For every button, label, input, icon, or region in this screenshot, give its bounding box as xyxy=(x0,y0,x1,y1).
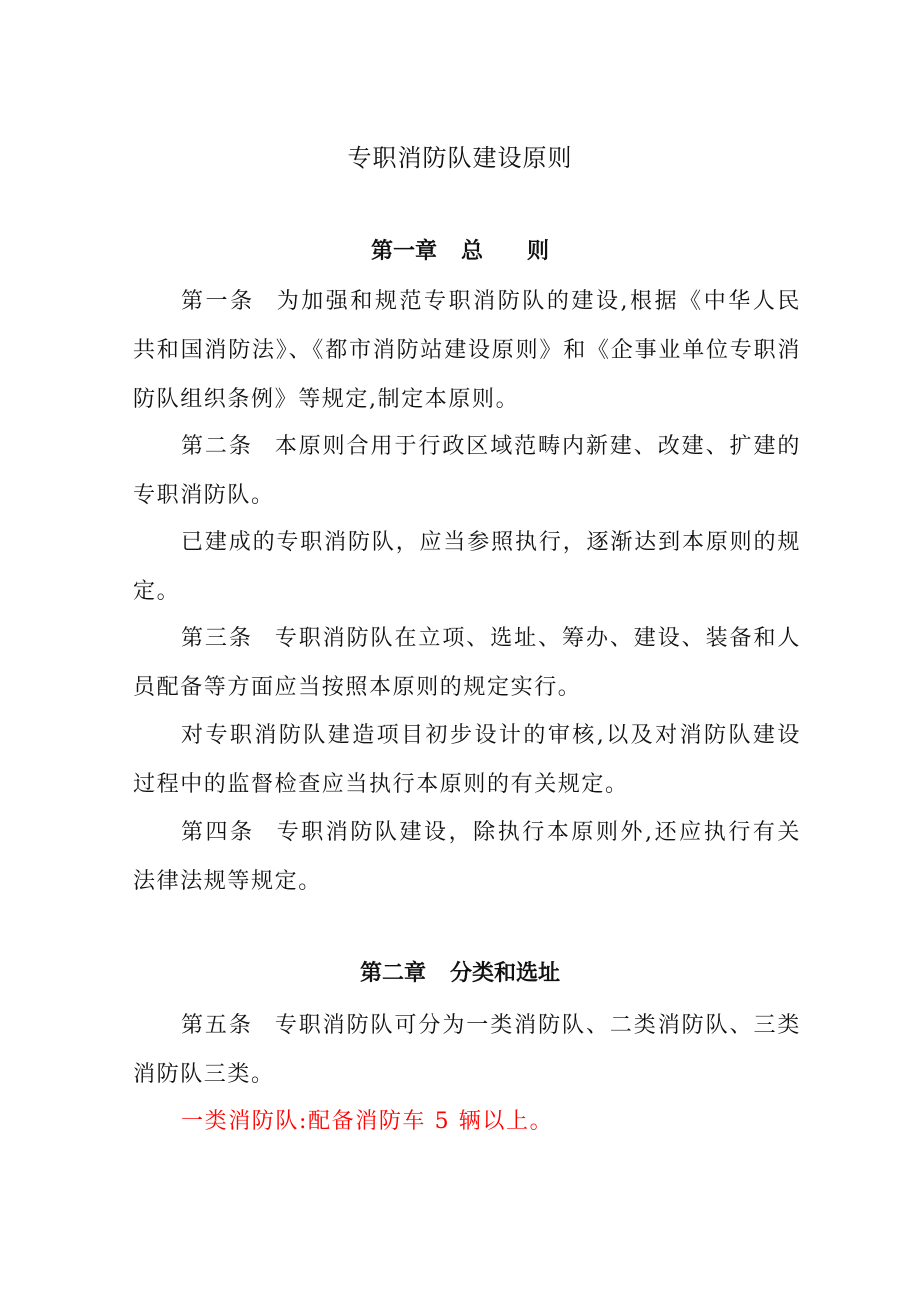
article-paragraph xyxy=(133,614,801,712)
article-paragraph xyxy=(133,1001,801,1099)
article-paragraph xyxy=(133,808,801,906)
article-number: 第二条 xyxy=(181,434,253,459)
article-text: 本原则合用于行政区域范畴内新建、改建、扩建的专职消防队。 xyxy=(133,434,802,508)
chapter-heading-2 xyxy=(0,957,920,991)
article-number: 第五条 xyxy=(181,1013,253,1038)
document-title: 专职消防队建设原则 xyxy=(347,144,573,172)
chapter-name-part: 则 xyxy=(527,239,550,264)
paragraph xyxy=(133,711,801,809)
highlighted-paragraph xyxy=(133,1097,801,1146)
chapter-name: 分类和选址 xyxy=(450,961,561,986)
article-paragraph xyxy=(133,422,801,520)
chapter-label: 第一章 xyxy=(370,239,437,264)
paragraph xyxy=(133,518,801,616)
article-text: 专职消防队建设，除执行本原则外,还应执行有关法律法规等规定。 xyxy=(133,820,801,894)
article-number: 第一条 xyxy=(181,289,255,314)
article-text: 专职消防队在立项、选址、筹办、建设、装备和人员配备等方面应当按照本原则的规定实行。 xyxy=(133,626,802,700)
article-text: 专职消防队可分为一类消防队、二类消防队、三类消防队三类。 xyxy=(133,1013,802,1087)
paragraph-text: 一类消防队:配备消防车 5 辆以上。 xyxy=(181,1109,554,1134)
article-number: 第三条 xyxy=(181,626,253,651)
chapter-label: 第二章 xyxy=(359,961,426,986)
chapter-heading-1 xyxy=(0,235,920,269)
article-paragraph xyxy=(133,277,801,424)
article-number: 第四条 xyxy=(181,820,255,845)
chapter-name-part: 总 xyxy=(460,239,483,264)
paragraph-text: 已建成的专职消防队，应当参照执行，逐渐达到本原则的规定。 xyxy=(133,530,801,604)
article-text: 为加强和规范专职消防队的建设,根据《中华人民共和国消防法》、《都市消防站建设原则》和《企事业单位专职消防队组织条例》等规定,制定本原则。 xyxy=(133,289,801,412)
paragraph-text: 对专职消防队建造项目初步设计的审核,以及对消防队建设过程中的监督检查应当执行本原则的有关规定。 xyxy=(133,723,801,797)
